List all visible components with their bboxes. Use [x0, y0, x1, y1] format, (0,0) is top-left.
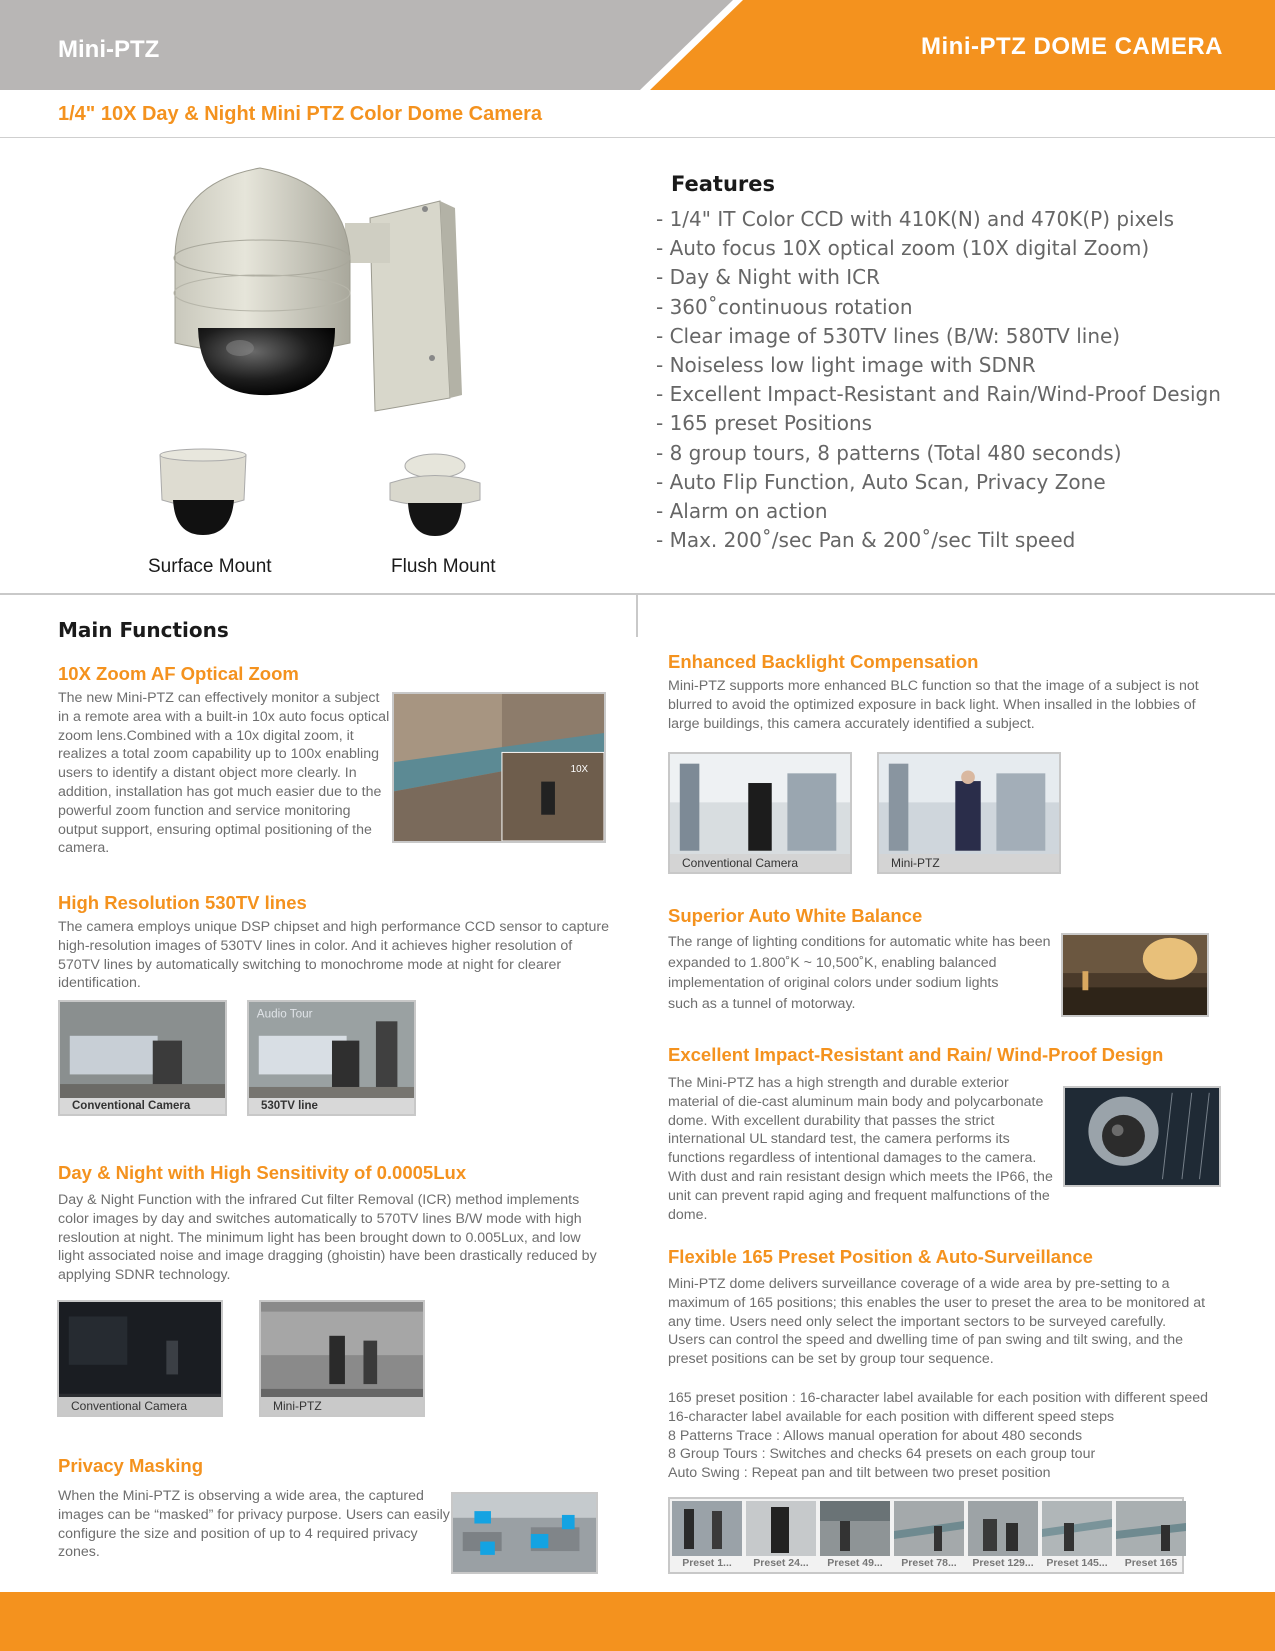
privacy-mask-photo [451, 1492, 598, 1574]
privacy-mask-zone [480, 1542, 495, 1555]
surface-mount-caption: Surface Mount [148, 556, 272, 577]
header-left-title: Mini-PTZ [58, 36, 160, 63]
photo-label: Mini-PTZ [261, 1397, 423, 1415]
preset-thumbnail: Preset 145... [1042, 1501, 1112, 1572]
preset-thumbnail-strip [668, 1497, 1184, 1574]
daynight-section-title: Day & Night with High Sensitivity of 0.0005Lux [58, 1162, 467, 1183]
zoom-section-body: The new Mini-PTZ can effectively monitor a subject in a remote area with a built-in 10x auto focus optical zoom lens.Combined with a 10x digital zoom, it realizes a total zoom capability up to 100x enabling users to identify a distant object more clearly. In addition, installation has got much easier due to the powerful zoom function and service monitoring output support, ensuring optimal positioning of the camera. [58, 690, 390, 857]
backlight-section-body: Mini-PTZ supports more enhanced BLC function so that the image of a subject is not blurred to avoid the optimized exposure in back light. When insalled in the lobbies of large buildings, this camera accurately identified a subject. [668, 678, 1199, 732]
preset-thumbnail: Preset 24... [746, 1501, 816, 1572]
feature-item: - 360˚continuous rotation [656, 294, 913, 319]
flush-mount-image [380, 448, 490, 548]
backlight-conventional-photo [668, 752, 852, 874]
preset-thumbnail: Preset 1... [672, 1501, 742, 1572]
conventional-resolution-photo [58, 1000, 227, 1116]
feature-item: - Auto Flip Function, Auto Scan, Privacy Zone [656, 469, 1106, 494]
page-header [0, 0, 1275, 90]
whitebalance-photo [1061, 933, 1209, 1017]
preset-section-body: Mini-PTZ dome delivers surveillance coverage of a wide area by pre-setting to a maximum of 165 positions; this enables the user to preset the area to be monitored at any time. Users need only select the important sectors to be surveyed carefully. Users can control the speed and dwelling time of pan swing and tilt swing, and the preset positions can be set by group tour sequence. [668, 1276, 1206, 1368]
dome-camera-product-image [170, 163, 500, 423]
feature-item: - Max. 200˚/sec Pan & 200˚/sec Tilt speed [656, 528, 1076, 553]
preset-thumbnail: Preset 165 [1116, 1501, 1186, 1572]
header-right-title: Mini-PTZ DOME CAMERA [921, 33, 1223, 60]
preset-spec-list: 165 preset position : 16-character label available for each position with different speed 16-character label available for each position with different speed steps 8 Patterns Trace : Allows manual operation for about 480 seconds 8 Group Tours : Switches and checks 64 presets on each group tour Auto Swing : Repeat pan and tilt between two preset position [668, 1390, 1208, 1482]
photo-label: Conventional Camera [60, 1098, 225, 1114]
resolution-section-body: The camera employs unique DSP chipset and high performance CCD sensor to capture high-resolution images of 530TV lines in color. And it achieves higher resolution of 570TV lines by automatically switching to monochrome mode at night for clearer identification. [58, 919, 609, 992]
privacy-section-body: When the Mini-PTZ is observing a wide area, the captured images can be “masked” for privacy purpose. Users can easily configure the size and position of up to 4 required privacy zones. [58, 1488, 450, 1561]
zoom-demo-photo [392, 692, 606, 843]
feature-item: - 1/4" IT Color CCD with 410K(N) and 470K(P) pixels [656, 207, 1175, 231]
privacy-mask-zone [531, 1534, 549, 1548]
impact-section-title: Excellent Impact-Resistant and Rain/ Wind-Proof Design [668, 1044, 1164, 1065]
photo-label: Conventional Camera [59, 1397, 221, 1415]
feature-item: - 165 preset Positions [656, 411, 873, 436]
backlight-section-title: Enhanced Backlight Compensation [668, 651, 979, 672]
product-subtitle: 1/4" 10X Day & Night Mini PTZ Color Dome Camera [58, 103, 543, 125]
photo-label: 530TV line [249, 1098, 414, 1114]
feature-item: - Excellent Impact-Resistant and Rain/Wind-Proof Design [656, 382, 1221, 407]
preset-thumbnail: Preset 129... [968, 1501, 1038, 1572]
conventional-night-photo [57, 1300, 223, 1417]
feature-item: - Day & Night with ICR [656, 265, 881, 290]
feature-item: - Alarm on action [656, 499, 828, 524]
top-divider [0, 137, 1275, 138]
feature-item: - 8 group tours, 8 patterns (Total 480 seconds) [656, 440, 1122, 465]
zoom-section-title: 10X Zoom AF Optical Zoom [58, 663, 299, 684]
feature-item: - Auto focus 10X optical zoom (10X digital Zoom) [656, 236, 1150, 261]
preset-thumbnail: Preset 78... [894, 1501, 964, 1572]
features-list [656, 205, 1221, 555]
resolution-section-title: High Resolution 530TV lines [58, 892, 307, 913]
530tv-resolution-photo [247, 1000, 416, 1116]
privacy-mask-zone [474, 1511, 491, 1523]
whitebalance-section-body: The range of lighting conditions for automatic white has been expanded to 1.800˚K ~ 10,500˚K, enabling balanced implementation of original colors under sodium lights such as a tunnel of motorway. [668, 934, 1051, 1012]
backlight-mini-ptz-photo [877, 752, 1061, 874]
privacy-section-title: Privacy Masking [58, 1455, 203, 1476]
flush-mount-caption: Flush Mount [391, 556, 496, 577]
impact-rain-photo [1063, 1086, 1221, 1187]
whitebalance-section-title: Superior Auto White Balance [668, 905, 923, 926]
preset-thumbnail: Preset 49... [820, 1501, 890, 1572]
privacy-mask-zone [562, 1515, 575, 1529]
zoom-inset-label: 10X [570, 763, 589, 775]
daynight-section-body: Day & Night Function with the infrared Cut filter Removal (ICR) method implements color images by day and switches automatically to 570TV lines B/W mode with high resloution at night. The minimum light has been brought down to 0.005Lux, and low light associated noise and image dragging (ghoistin) have been drastically reduced by applying SDNR technology. [58, 1192, 597, 1284]
column-divider [636, 595, 638, 637]
feature-item: - Noiseless low light image with SDNR [656, 353, 1036, 378]
main-functions-title: Main Functions [58, 618, 229, 642]
features-title: Features [671, 172, 775, 196]
mini-ptz-night-photo [259, 1300, 425, 1417]
preset-section-title: Flexible 165 Preset Position & Auto-Surveillance [668, 1246, 1093, 1267]
impact-section-body: The Mini-PTZ has a high strength and durable exterior material of die-cast aluminum main body and polycarbonate dome. With excellent durability that passes the strict international UL standard test, the camera performs its functions regardless of intentional damages to the camera. With dust and rain resistant design which meets the IP66, the unit can prevent rapid aging and frequent malfunctions of the dome. [668, 1075, 1053, 1223]
photo-label: Conventional Camera [670, 854, 850, 872]
surface-mount-image [148, 445, 258, 545]
photo-label: Mini-PTZ [879, 854, 1059, 872]
page-footer-band [0, 1592, 1275, 1651]
feature-item: - Clear image of 530TV lines (B/W: 580TV line) [656, 323, 1121, 348]
audio-tour-sign: Audio Tour [256, 1007, 313, 1021]
